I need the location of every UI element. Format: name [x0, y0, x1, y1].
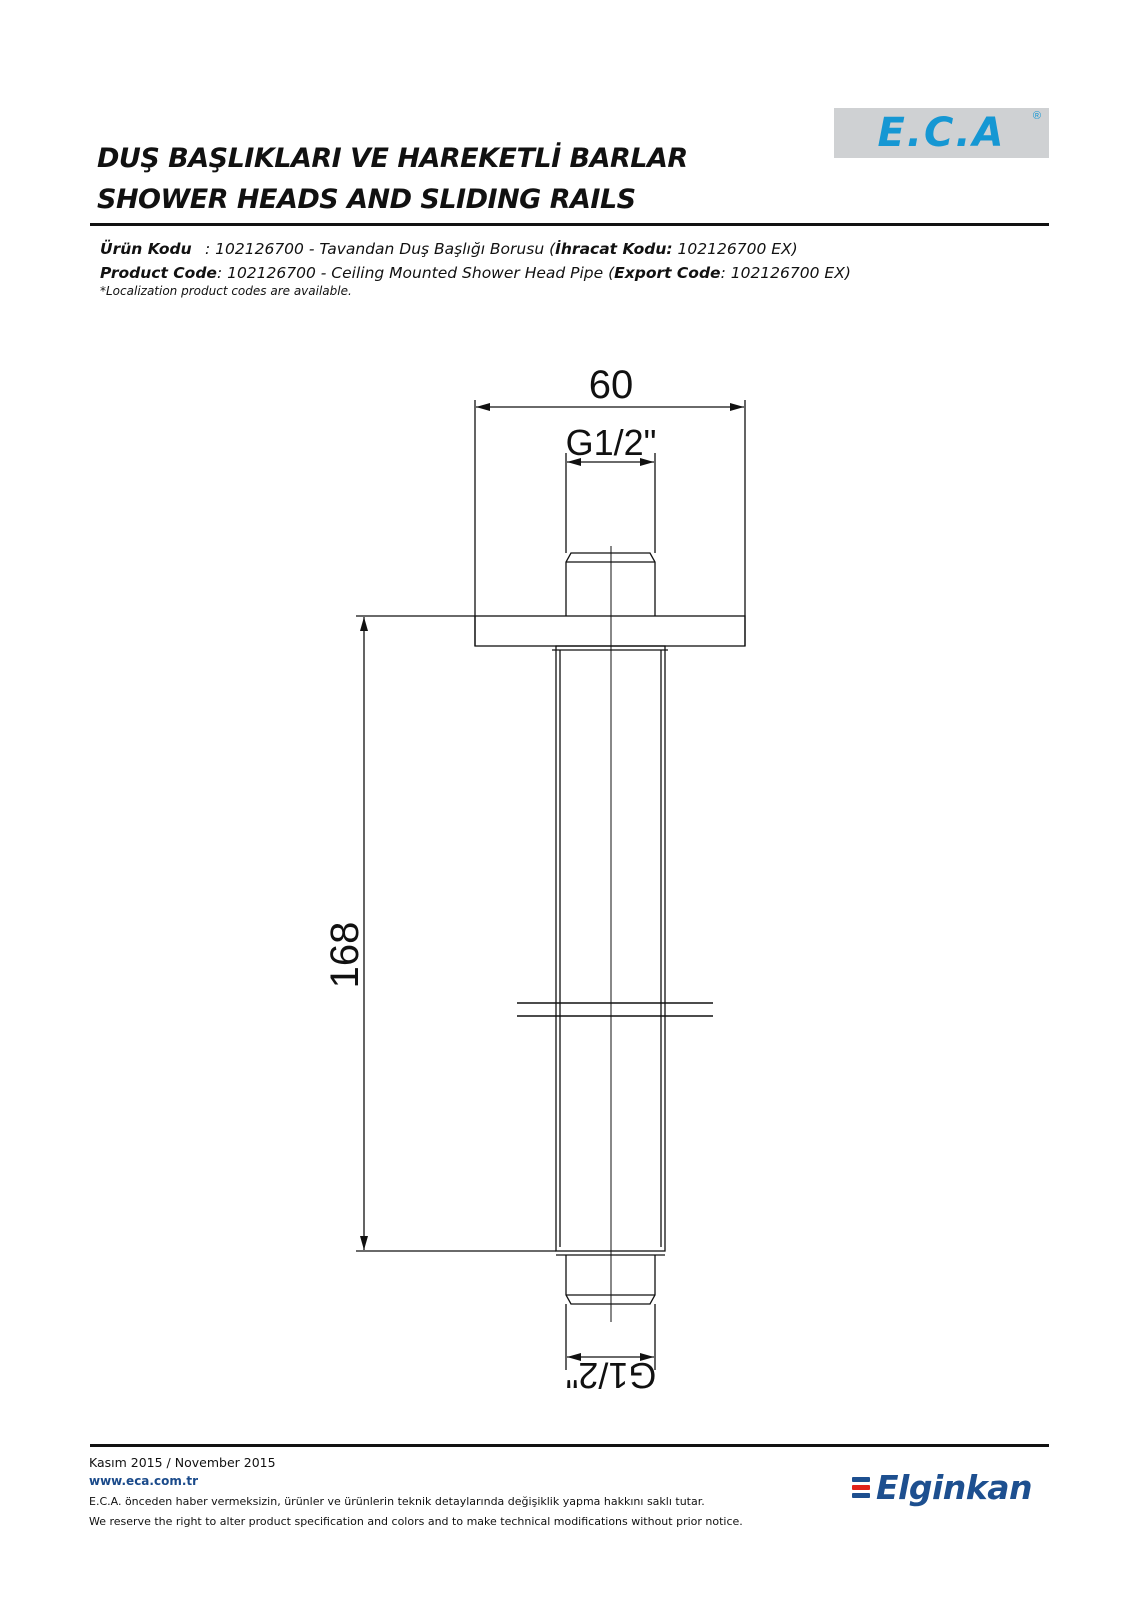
product-code-tr-label: Ürün Kodu [100, 240, 192, 258]
footer-date: Kasım 2015 / November 2015 [89, 1455, 276, 1470]
dim-thread-top-label: G1/2" [565, 422, 657, 463]
dim-thread-bottom-label: G1/2" [565, 1355, 657, 1396]
localization-note: *Localization product codes are available. [100, 284, 352, 298]
footer-website-link[interactable]: www.eca.com.tr [89, 1474, 199, 1488]
dim-width-label: 60 [588, 363, 634, 407]
page-title-en: SHOWER HEADS AND SLIDING RAILS [97, 184, 636, 215]
product-code-tr-value: : 102126700 - Tavandan Duş Başlığı Borusu ( [205, 240, 556, 258]
eca-logo-text: E.C.A [877, 110, 1006, 156]
page-title-tr: DUŞ BAŞLIKLARI VE HAREKETLİ BARLAR [97, 143, 688, 174]
registered-mark: ® [1032, 110, 1041, 122]
product-code-en-value: : 102126700 - Ceiling Mounted Shower Head Pipe ( [216, 264, 615, 282]
elginkan-logo-text: Elginkan [876, 1468, 1032, 1507]
dim-height-label: 168 [323, 921, 367, 989]
export-code-en-value: : 102126700 EX) [720, 264, 851, 282]
ceiling-flange [475, 616, 745, 646]
footer-divider [90, 1444, 1049, 1447]
elginkan-mark-icon [852, 1477, 870, 1498]
export-code-tr-label: İhracat Kodu: [555, 240, 673, 258]
footer-notice-tr: E.C.A. önceden haber vermeksizin, ürünler ve ürünlerin teknik detaylarında değişiklik yapma hakkını saklı tutar. [89, 1495, 705, 1508]
product-code-en-label: Product Code [100, 264, 217, 282]
export-code-tr-value: 102126700 EX) [672, 240, 798, 258]
elginkan-logo [852, 1468, 1032, 1507]
footer-notice-en: We reserve the right to alter product specification and colors and to make technical modifications without prior notice. [89, 1515, 743, 1528]
export-code-en-label: Export Code [614, 264, 721, 282]
